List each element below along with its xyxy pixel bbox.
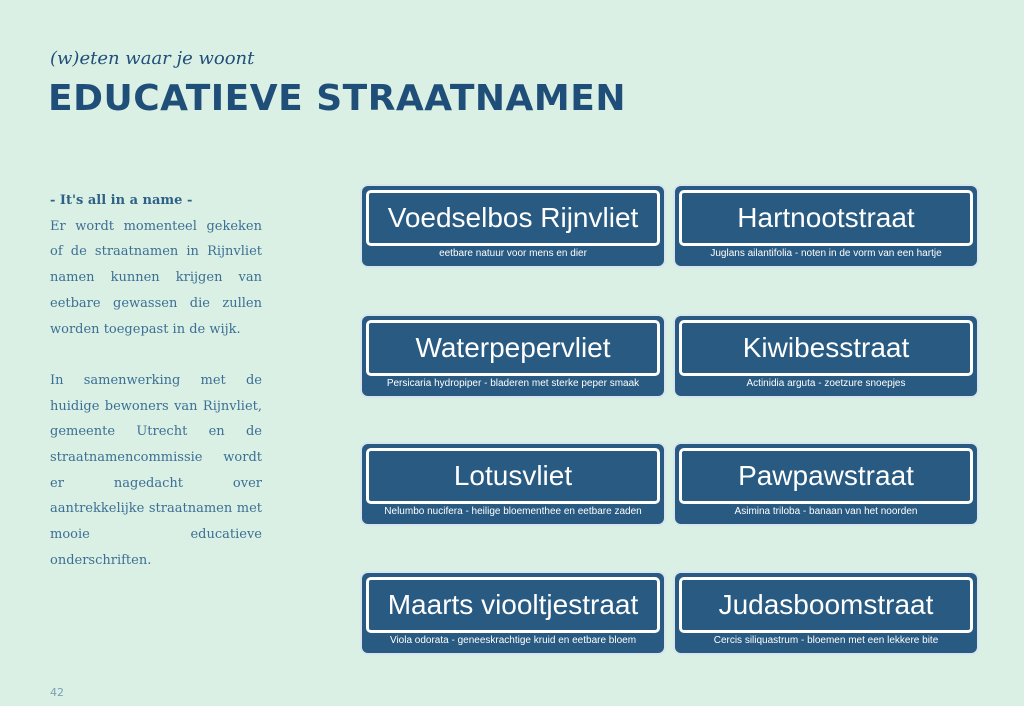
intro-paragraph-1: Er wordt momenteel gekeken of de straatnamen in Rijnvliet namen kunnen krijgen van eetbare gewassen die zullen worden toegepast in de wijk. bbox=[50, 218, 262, 337]
page-title: EDUCATIEVE STRAATNAMEN bbox=[48, 78, 626, 119]
street-sign-name: Maarts viooltjestraat bbox=[387, 589, 639, 620]
intro-text bbox=[50, 188, 262, 574]
street-sign bbox=[362, 573, 664, 653]
street-sign-subtitle: Asimina triloba - banaan van het noorden bbox=[734, 506, 918, 517]
street-sign-plate bbox=[366, 320, 660, 376]
street-sign-subtitle: Nelumbo nucifera - heilige bloementhee en eetbare zaden bbox=[384, 506, 642, 517]
street-sign-name: Judasboomstraat bbox=[718, 589, 934, 620]
street-sign-plate bbox=[366, 577, 660, 633]
intro-lead: - It's all in a name - bbox=[50, 193, 193, 208]
intro-paragraph-2: In samenwerking met de huidige bewoners van Rijnvliet, gemeente Utrecht en de straatnamencommissie wordt er nagedacht over aantrekkelijke straatnamen met mooie educatieve onderschriften. bbox=[50, 372, 262, 568]
street-sign-subtitle: Actinidia arguta - zoetzure snoepjes bbox=[746, 378, 906, 389]
street-sign-plate bbox=[679, 577, 973, 633]
page-number: 42 bbox=[50, 686, 64, 699]
street-sign-name: Hartnootstraat bbox=[737, 202, 915, 233]
street-sign-name: Kiwibesstraat bbox=[742, 332, 910, 363]
street-sign-subtitle: Viola odorata - geneeskrachtige kruid en eetbare bloem bbox=[389, 635, 637, 646]
page-kicker: (w)eten waar je woont bbox=[50, 48, 255, 69]
street-sign-plate bbox=[679, 190, 973, 246]
street-sign-plate bbox=[679, 448, 973, 504]
street-sign bbox=[362, 316, 664, 396]
street-sign-subtitle: Persicaria hydropiper - bladeren met sterke peper smaak bbox=[386, 378, 640, 389]
street-sign bbox=[675, 444, 977, 524]
street-sign-plate bbox=[366, 190, 660, 246]
street-sign-name: Voedselbos Rijnvliet bbox=[387, 202, 639, 233]
street-sign bbox=[675, 316, 977, 396]
street-sign-subtitle: Cercis siliquastrum - bloemen met een lekkere bite bbox=[713, 635, 939, 646]
street-sign-subtitle: Juglans ailantifolia - noten in de vorm van een hartje bbox=[710, 248, 942, 259]
street-sign-plate bbox=[679, 320, 973, 376]
street-sign-plate bbox=[366, 448, 660, 504]
street-sign-name: Waterpepervliet bbox=[415, 332, 611, 363]
street-sign bbox=[362, 444, 664, 524]
street-sign bbox=[362, 186, 664, 266]
street-sign-subtitle: eetbare natuur voor mens en dier bbox=[439, 248, 587, 259]
street-sign-name: Pawpawstraat bbox=[738, 460, 914, 491]
street-sign bbox=[675, 573, 977, 653]
street-sign-name: Lotusvliet bbox=[453, 460, 573, 491]
street-sign bbox=[675, 186, 977, 266]
